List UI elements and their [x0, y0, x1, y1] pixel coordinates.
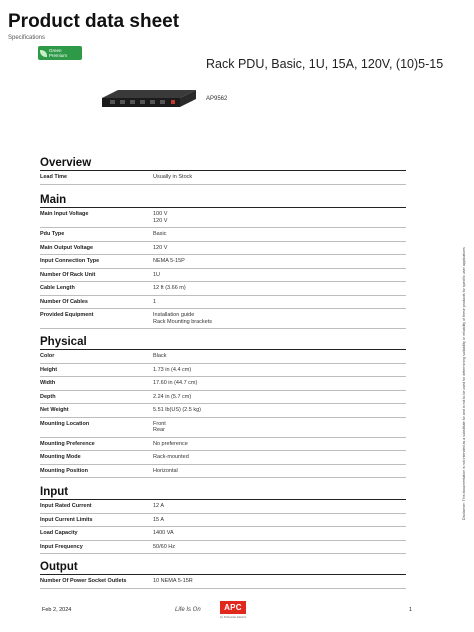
spec-label: Mounting Location — [40, 420, 90, 427]
footer-date: Feb 2, 2024 — [42, 607, 72, 613]
spec-value-line: 1U — [153, 271, 161, 278]
section-output — [40, 561, 406, 589]
disclaimer-text: Disclaimer: This documentation is not intended as a substitute for and is not to be used for determining suitability or reliability of these products for specific user applications — [462, 247, 466, 520]
spec-value-line: No preference — [153, 440, 188, 447]
spec-row — [40, 465, 406, 479]
section-input — [40, 486, 406, 554]
spec-label: Depth — [40, 393, 56, 400]
section-physical — [40, 336, 406, 478]
product-reference: AP9562 — [206, 96, 228, 102]
spec-value — [153, 530, 406, 537]
spec-value-line: 2.24 in (5.7 cm) — [153, 393, 192, 400]
page-subtitle: Specifications — [8, 35, 46, 41]
spec-label: Load Capacity — [40, 530, 78, 536]
spec-rows — [40, 500, 406, 554]
spec-label: Net Weight — [40, 407, 69, 413]
spec-label: Mounting Mode — [40, 454, 81, 460]
spec-value — [153, 421, 406, 434]
product-name: Rack PDU, Basic, 1U, 15A, 120V, (10)5-15 — [206, 57, 444, 71]
spec-value-line: 12 A — [153, 503, 165, 509]
spec-value-line: 1 — [153, 298, 157, 305]
spec-row — [40, 451, 406, 465]
spec-label: Main Output Voltage — [40, 244, 94, 251]
spec-value — [153, 285, 406, 292]
spec-row — [40, 282, 406, 296]
spec-value — [153, 517, 406, 524]
spec-row — [40, 228, 406, 242]
spec-value — [153, 407, 406, 414]
section-title: Main — [40, 194, 406, 208]
spec-row — [40, 391, 406, 405]
spec-label: Lead Time — [40, 174, 68, 180]
spec-value — [153, 299, 406, 306]
spec-row — [40, 418, 406, 438]
spec-label: Color — [40, 353, 55, 359]
spec-label: Provided Equipment — [40, 312, 94, 318]
spec-label: Height — [40, 366, 58, 373]
spec-value — [153, 503, 406, 510]
spec-value-line: NEMA 5-15P — [153, 258, 185, 264]
spec-value-line: Rack Mounting brackets — [153, 318, 212, 325]
spec-row — [40, 575, 406, 589]
spec-row — [40, 500, 406, 514]
spec-value-line: 15 A — [153, 516, 165, 523]
spec-row — [40, 269, 406, 283]
section-title: Output — [40, 561, 406, 575]
spec-row — [40, 296, 406, 310]
spec-row — [40, 514, 406, 528]
spec-value — [153, 353, 406, 360]
spec-value — [153, 578, 406, 585]
spec-value-line: 17.60 in (44.7 cm) — [153, 380, 198, 386]
spec-value — [153, 367, 406, 374]
spec-label: Input Rated Current — [40, 503, 92, 509]
leaf-icon — [40, 50, 47, 57]
footer-tagline: Life Is On — [175, 607, 201, 613]
badge-line-1: Green — [49, 48, 62, 53]
spec-rows — [40, 208, 406, 329]
spec-row — [40, 208, 406, 228]
spec-value-line: Basic — [153, 231, 167, 237]
apc-logo: APC — [220, 601, 246, 614]
section-title: Physical — [40, 336, 406, 350]
spec-value-line: Front — [153, 420, 166, 427]
spec-row — [40, 171, 406, 185]
spec-value — [153, 245, 406, 252]
spec-value-line: 12 ft (3.66 m) — [153, 285, 186, 291]
spec-value — [153, 312, 406, 325]
spec-value — [153, 441, 406, 448]
badge-line-2: Premium — [49, 53, 68, 58]
green-premium-badge — [38, 46, 82, 60]
page-title: Product data sheet — [8, 11, 180, 32]
footer — [0, 600, 474, 624]
spec-value-line: 10 NEMA 5-15R — [153, 578, 193, 584]
spec-rows — [40, 171, 406, 185]
disclaimer — [462, 190, 470, 520]
spec-value-line: Installation guide — [153, 312, 195, 318]
spec-row — [40, 527, 406, 541]
spec-value — [153, 454, 406, 461]
spec-row — [40, 377, 406, 391]
section-main — [40, 194, 406, 329]
spec-value-line: 100 V — [153, 211, 168, 217]
spec-value-line: 5.51 lb(US) (2.5 kg) — [153, 407, 201, 413]
spec-value — [153, 272, 406, 279]
spec-label: Number Of Rack Unit — [40, 271, 96, 278]
page-number: 1 — [409, 607, 413, 613]
spec-value — [153, 211, 406, 224]
spec-label: Mounting Preference — [40, 440, 95, 447]
spec-label: Cable Length — [40, 285, 75, 291]
spec-row — [40, 242, 406, 256]
spec-value — [153, 380, 406, 387]
spec-row — [40, 438, 406, 452]
section-title: Input — [40, 486, 406, 500]
spec-value-line: Rear — [153, 427, 165, 433]
spec-value-line: 50/60 Hz — [153, 543, 176, 550]
spec-label: Input Connection Type — [40, 258, 100, 264]
spec-label: Input Frequency — [40, 543, 83, 550]
spec-value — [153, 544, 406, 551]
spec-value — [153, 258, 406, 265]
spec-value-line: 120 V — [153, 217, 168, 224]
spec-value — [153, 468, 406, 475]
spec-value — [153, 394, 406, 401]
spec-value-line: Rack-mounted — [153, 454, 189, 460]
spec-row — [40, 364, 406, 378]
section-overview — [40, 157, 406, 185]
spec-value-line: Black — [153, 353, 167, 359]
spec-row — [40, 309, 406, 329]
spec-rows — [40, 575, 406, 589]
spec-value-line: Usually in Stock — [153, 174, 193, 180]
spec-value-line: 1.73 in (4.4 cm) — [153, 366, 192, 373]
apc-logo-subtext: by Schneider Electric — [220, 615, 247, 619]
section-title: Overview — [40, 157, 406, 171]
spec-rows — [40, 350, 406, 478]
rack-pdu-image — [100, 85, 196, 111]
spec-label: Number Of Cables — [40, 298, 88, 305]
spec-value — [153, 231, 406, 238]
spec-label: Mounting Position — [40, 467, 88, 474]
spec-label: Main Input Voltage — [40, 211, 89, 217]
spec-value-line: Horizontal — [153, 467, 178, 474]
spec-value-line: 120 V — [153, 244, 168, 251]
spec-label: Width — [40, 380, 56, 386]
spec-label: Input Current Limits — [40, 516, 93, 523]
spec-row — [40, 541, 406, 555]
spec-value-line: 1400 VA — [153, 530, 174, 536]
spec-row — [40, 255, 406, 269]
spec-row — [40, 404, 406, 418]
spec-label: Pdu Type — [40, 231, 65, 237]
spec-row — [40, 350, 406, 364]
spec-label: Number Of Power Socket Outlets — [40, 578, 127, 584]
spec-value — [153, 174, 406, 181]
